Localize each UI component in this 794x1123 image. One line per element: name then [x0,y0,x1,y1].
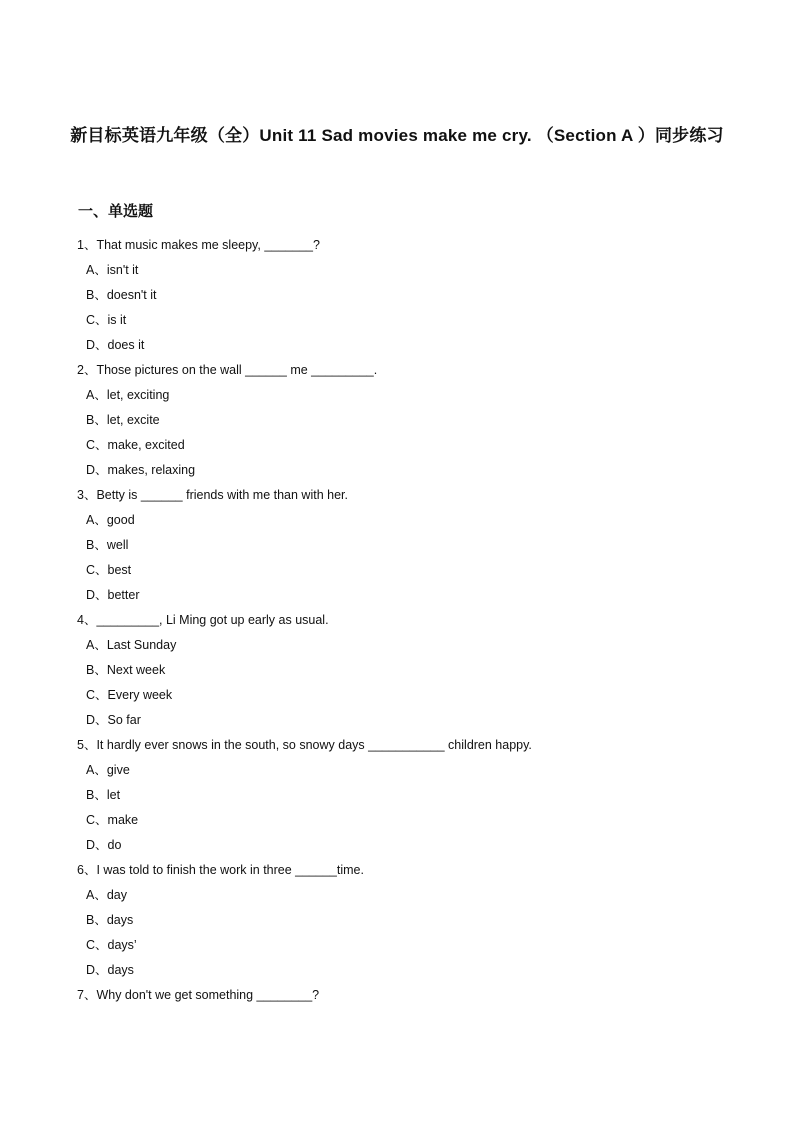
answer-option: C、make, excited [86,438,185,452]
answer-option: A、isn't it [86,263,139,277]
answer-option: D、So far [86,713,141,727]
answer-option: D、better [86,588,140,602]
answer-option: B、Next week [86,663,166,677]
answer-option: A、good [86,513,135,527]
question-text: 1、That music makes me sleepy, _______? [77,238,320,252]
answer-option: D、do [86,838,122,852]
section-heading: 一、单选题 [78,203,154,220]
question-list [77,233,757,1008]
answer-option: B、let, excite [86,413,160,427]
answer-option: D、days [86,963,134,977]
answer-option: A、give [86,763,130,777]
question-text: 7、Why don't we get something ________? [77,988,320,1002]
answer-option: B、doesn't it [86,288,157,302]
answer-option: C、make [86,813,139,827]
answer-option: A、Last Sunday [86,638,177,652]
question-text: 5、It hardly ever snows in the south, so snowy days ___________ children happy. [77,738,532,752]
answer-option: B、well [86,538,129,552]
question-text: 3、Betty is ______ friends with me than with her. [77,488,348,502]
answer-option: D、does it [86,338,145,352]
answer-option: A、day [86,888,127,902]
page-title: 新目标英语九年级（全）Unit 11 Sad movies make me cry. （Section A ）同步练习 [70,126,724,145]
question-text: 4、_________, Li Ming got up early as usual. [77,613,329,627]
answer-option: C、days’ [86,938,137,952]
question-text: 6、I was told to finish the work in three ______time. [77,863,364,877]
question-text: 2、Those pictures on the wall ______ me _________. [77,363,378,377]
answer-option: B、days [86,913,134,927]
answer-option: C、is it [86,313,127,327]
answer-option: C、Every week [86,688,173,702]
answer-option: C、best [86,563,132,577]
answer-option: B、let [86,788,121,802]
answer-option: D、makes, relaxing [86,463,196,477]
answer-option: A、let, exciting [86,388,170,402]
